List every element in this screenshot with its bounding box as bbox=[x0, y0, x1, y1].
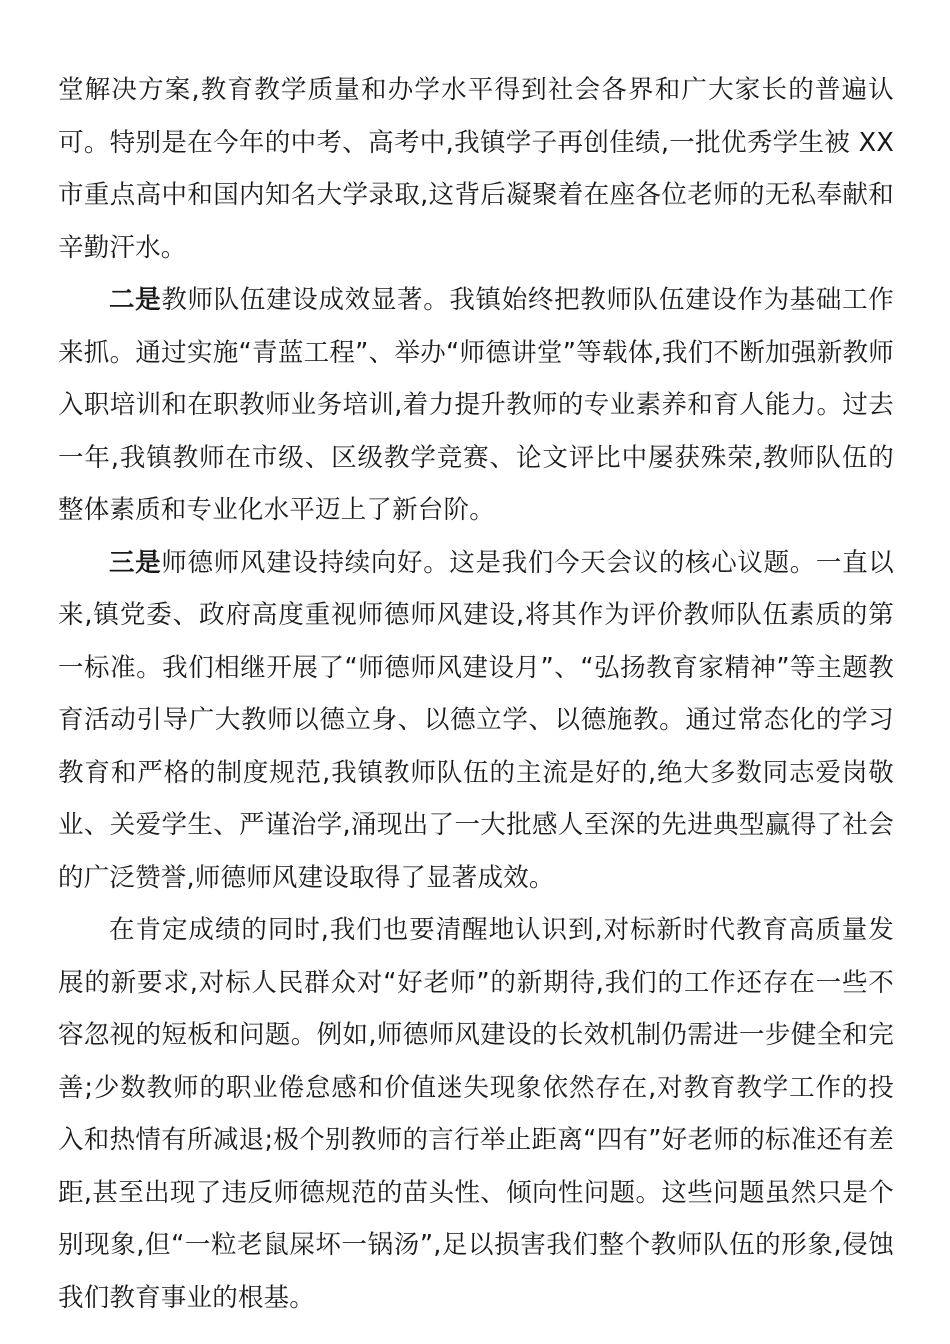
paragraph-text: 堂解决方案,教育教学质量和办学水平得到社会各界和广大家长的普遍认可。特别是在今年的中考、高考中,我镇学子再创佳绩,一批优秀学生被 XX 市重点高中和国内知名大学录取,这背后凝聚着在座各位老师的无私奉献和辛勤汗水。 bbox=[58, 75, 894, 263]
paragraph-text: 在肯定成绩的同时,我们也要清醒地认识到,对标新时代教育高质量发展的新要求,对标人民群众对“好老师”的新期待,我们的工作还存在一些不容忽视的短板和问题。例如,师德师风建设的长效机制仍需进一步健全和完善;少数教师的职业倦怠感和价值迷失现象依然存在,对教育教学工作的投入和热情有所减退;极个别教师的言行举止距离“四有”好老师的标准还有差距,甚至出现了违反师德规范的苗头性、倾向性问题。这些问题虽然只是个别现象,但“一粒老鼠屎坏一锅汤”,足以损害我们整个教师队伍的形象,侵蚀我们教育事业的根基。 bbox=[58, 915, 894, 1313]
paragraph-lead: 三是 bbox=[109, 547, 162, 578]
paragraph-text: 教师队伍建设成效显著。我镇始终把教师队伍建设作为基础工作来抓。通过实施“青蓝工程”、举办“师德讲堂”等载体,我们不断加强新教师入职培训和在职教师业务培训,着力提升教师的专业素养和育人能力。过去一年,我镇教师在市级、区级教学竞赛、论文评比中屡获殊荣,教师队伍的整体素质和专业化水平迈上了新台阶。 bbox=[58, 285, 894, 525]
paragraph-3 bbox=[58, 537, 894, 905]
paragraph-4 bbox=[58, 904, 894, 1324]
paragraph-lead: 二是 bbox=[109, 285, 162, 315]
document-body bbox=[58, 64, 894, 1324]
paragraph-1 bbox=[58, 64, 894, 274]
paragraph-text: 师德师风建设持续向好。这是我们今天会议的核心议题。一直以来,镇党委、政府高度重视师德师风建设,将其作为评价教师队伍素质的第一标准。我们相继开展了“师德师风建设月”、“弘扬教育家精神”等主题教育活动引导广大教师以德立身、以德立学、以德施教。通过常态化的学习教育和严格的制度规范,我镇教师队伍的主流是好的,绝大多数同志爱岗敬业、关爱学生、严谨治学,涌现出了一大批感人至深的先进典型赢得了社会的广泛赞誉,师德师风建设取得了显著成效。 bbox=[58, 547, 894, 893]
paragraph-2 bbox=[58, 274, 894, 537]
